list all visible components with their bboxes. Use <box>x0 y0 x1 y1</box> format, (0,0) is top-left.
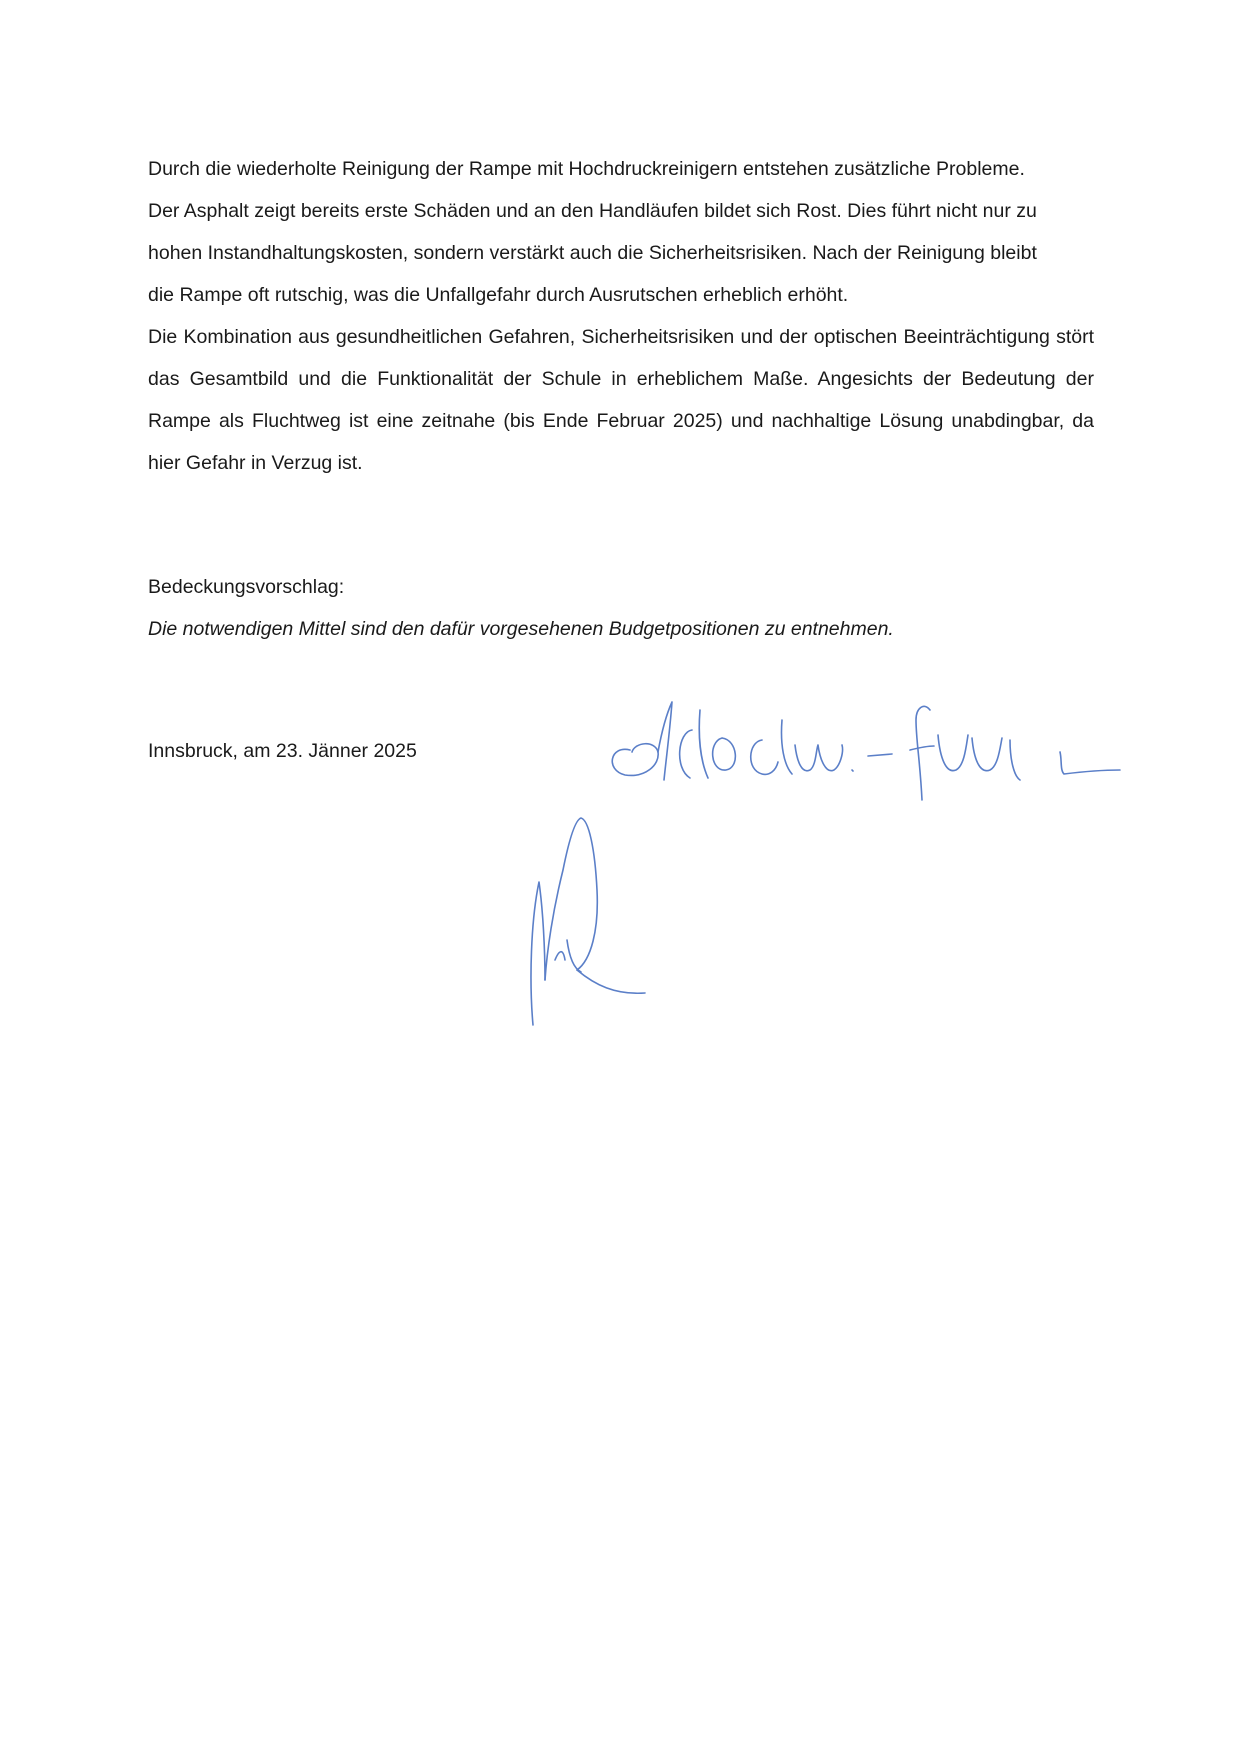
paragraph-1-line-3: hohen Instandhaltungskosten, sondern verstärkt auch die Sicherheitsrisiken. Nach der Reinigung bleibt <box>148 242 1037 264</box>
coverage-label: Bedeckungsvorschlag: <box>148 576 345 598</box>
coverage-text: Die notwendigen Mittel sind den dafür vorgesehenen Budgetpositionen zu entnehmen. <box>148 618 894 640</box>
paragraph-1-line-2: Der Asphalt zeigt bereits erste Schäden und an den Handläufen bildet sich Rost. Dies führt nicht nur zu <box>148 200 1037 222</box>
body-text <box>148 148 1094 484</box>
paragraph-1-line-4: die Rampe oft rutschig, was die Unfallgefahr durch Ausrutschen erheblich erhöht. <box>148 284 849 306</box>
signature-1 <box>600 690 1180 800</box>
paragraph-2: Die Kombination aus gesundheitlichen Gefahren, Sicherheitsrisiken und der optischen Beeinträchtigung stört das Gesamtbild und die Funktionalität der Schule in erheblichem Maße. Angesichts der Bedeutung der Rampe als Fluchtweg ist eine zeitnahe (bis Ende Februar 2025) und nachhaltige Lösung unabdingbar, da hier Gefahr in Verzug ist. <box>148 326 1094 474</box>
signature-2 <box>515 810 655 1040</box>
paragraph-1 <box>148 148 1094 316</box>
paragraph-1-line-1: Durch die wiederholte Reinigung der Rampe mit Hochdruckreinigern entstehen zusätzliche Probleme. <box>148 158 1025 180</box>
place-date: Innsbruck, am 23. Jänner 2025 <box>148 740 417 762</box>
